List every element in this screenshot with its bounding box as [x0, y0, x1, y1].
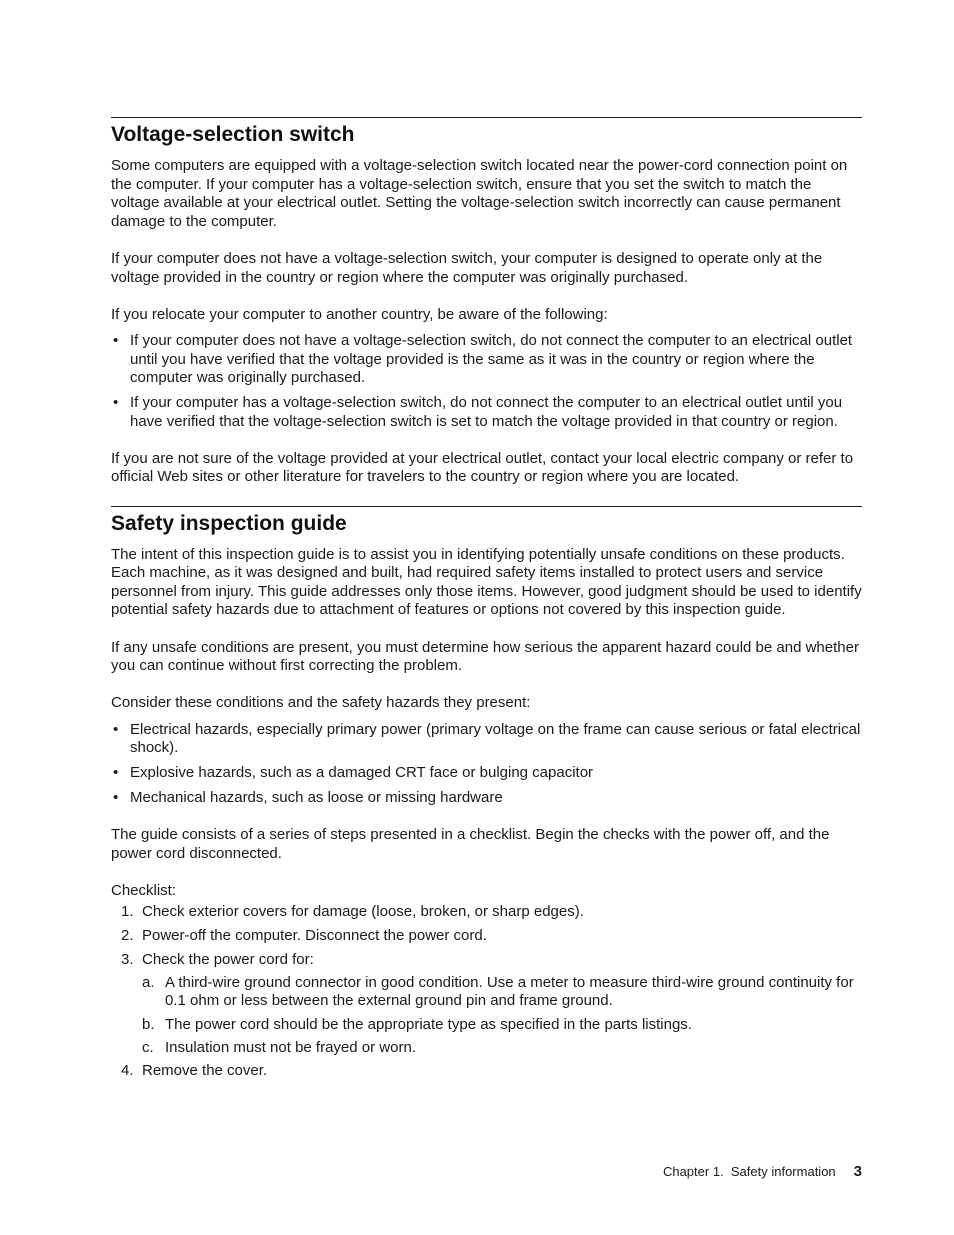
checklist-step [111, 951, 862, 1057]
bullet-list [111, 332, 862, 431]
substep-text: Insulation must not be frayed or worn. [165, 1039, 416, 1057]
checklist [111, 903, 862, 1081]
list-item-text: Mechanical hazards, such as loose or missing hardware [130, 789, 503, 807]
paragraph: If your computer does not have a voltage-selection switch, your computer is designed to operate only at the voltage provided in the country or region where the computer was originally purchased. [111, 249, 823, 286]
substep-letter: a. [142, 974, 155, 992]
paragraph: If any unsafe conditions are present, you must determine how serious the apparent hazard could be and whether you can continue without first correcting the problem. [111, 638, 859, 675]
paragraph: Consider these conditions and the safety hazards they present: [111, 694, 531, 712]
step-number: 1. [121, 902, 134, 920]
step-text: Power-off the computer. Disconnect the power cord. [142, 926, 487, 944]
checklist-substeps [142, 974, 862, 1057]
section-divider [111, 506, 862, 507]
step-text: Remove the cover. [142, 1062, 268, 1080]
bullet-icon: • [113, 764, 119, 782]
substep-text: The power cord should be the appropriate type as specified in the parts listings. [165, 1015, 692, 1033]
list-item [111, 394, 862, 431]
list-item-text: Explosive hazards, such as a damaged CRT face or bulging capacitor [130, 764, 594, 782]
bullet-icon: • [113, 720, 119, 738]
list-item-text: If your computer has a voltage-selection switch, do not connect the computer to an electrical outlet until you have verified that the voltage-selection switch is set to match the voltage provided in that country or region. [130, 394, 843, 430]
section-heading: Voltage-selection switch [111, 123, 355, 146]
list-item [111, 764, 862, 783]
step-text: Check the power cord for: [142, 950, 314, 968]
checklist-substep [142, 974, 862, 1010]
checklist-step [111, 903, 862, 922]
checklist-substep [142, 1039, 862, 1057]
bullet-icon: • [113, 394, 119, 412]
checklist-step [111, 1062, 862, 1081]
page-footer [663, 1163, 862, 1180]
checklist-substep [142, 1016, 862, 1034]
list-item [111, 332, 862, 388]
paragraph: The intent of this inspection guide is to assist you in identifying potentially unsafe conditions on these products. Each machine, as it was designed and built, had required safety items installed to protect users and service personnel from injury. This guide addresses only those items. However, good judgment should be used to identify potential safety hazards due to attachment of features or options not covered by this inspection guide. [111, 545, 862, 619]
step-number: 4. [121, 1062, 134, 1080]
bullet-list [111, 721, 862, 808]
paragraph: If you are not sure of the voltage provided at your electrical outlet, contact your local electric company or refer to official Web sites or other literature for travelers to the country or region where you are located. [111, 449, 854, 486]
step-text: Check exterior covers for damage (loose, broken, or sharp edges). [142, 902, 584, 920]
page-content [111, 117, 862, 1086]
step-number: 2. [121, 926, 134, 944]
substep-text: A third-wire ground connector in good condition. Use a meter to measure third-wire ground continuity for 0.1 ohm or less between the external ground pin and frame ground. [165, 974, 854, 1010]
list-item [111, 721, 862, 758]
substep-letter: b. [142, 1015, 155, 1033]
chapter-label: Chapter 1. Safety information [662, 1164, 836, 1179]
list-item-text: If your computer does not have a voltage-selection switch, do not connect the computer to an electrical outlet until you have verified that the voltage provided is the same as it was in the country or region where the computer was originally purchased. [130, 331, 853, 387]
checklist-label: Checklist: [111, 882, 177, 900]
list-item [111, 789, 862, 808]
page-number: 3 [853, 1163, 862, 1180]
bullet-icon: • [113, 789, 119, 807]
paragraph: If you relocate your computer to another country, be aware of the following: [111, 305, 608, 323]
step-number: 3. [121, 950, 134, 968]
section-voltage-selection-switch [111, 117, 862, 487]
checklist-step [111, 927, 862, 946]
section-divider [111, 117, 862, 118]
bullet-icon: • [113, 331, 119, 349]
list-item-text: Electrical hazards, especially primary power (primary voltage on the frame can cause serious or fatal electrical shock). [130, 720, 861, 757]
section-safety-inspection-guide [111, 506, 862, 1081]
substep-letter: c. [142, 1039, 154, 1057]
paragraph: Some computers are equipped with a voltage-selection switch located near the power-cord connection point on the computer. If your computer has a voltage-selection switch, ensure that you set the switch to match the voltage available at your electrical outlet. Setting the voltage-selection switch incorrectly can cause permanent damage to the computer. [111, 157, 848, 230]
paragraph: The guide consists of a series of steps presented in a checklist. Begin the checks with the power off, and the power cord disconnected. [111, 826, 830, 862]
section-heading: Safety inspection guide [111, 511, 347, 535]
